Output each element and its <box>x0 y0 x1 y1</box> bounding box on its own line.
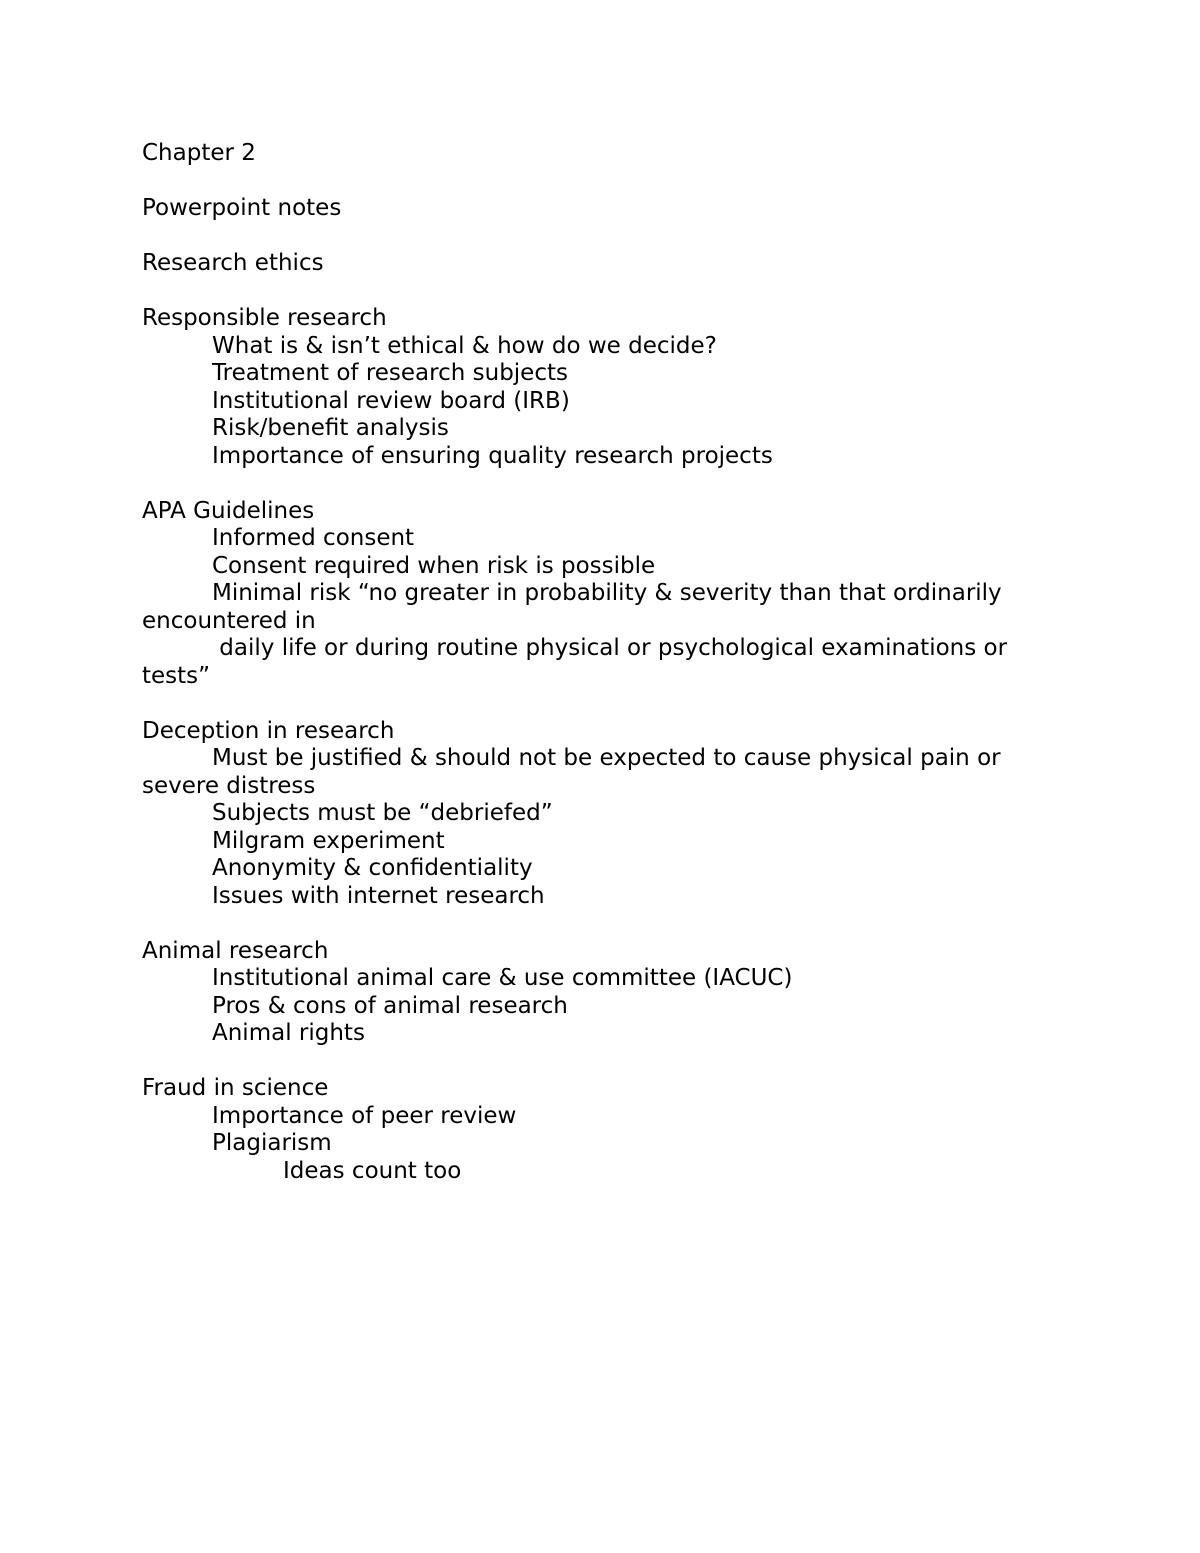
document-body <box>142 140 1042 1185</box>
blank-line <box>142 910 1042 938</box>
list-item: Minimal risk “no greater in probability & severity than that ordinarily <box>212 580 1002 606</box>
list-item: Importance of peer review <box>212 1102 517 1129</box>
section-heading: Animal research <box>142 937 329 964</box>
list-item: Institutional animal care & use committee (IACUC) <box>212 965 793 991</box>
list-item-continuation: tests” <box>142 662 211 689</box>
list-item-continuation: daily life or during routine physical or psychological examinations or <box>212 635 1008 661</box>
section-heading: Fraud in science <box>142 1075 329 1101</box>
list-item: Pros & cons of animal research <box>212 992 568 1019</box>
list-item: Animal rights <box>212 1020 365 1046</box>
list-item: Treatment of research subjects <box>212 360 568 386</box>
section-heading: Responsible research <box>142 305 387 331</box>
blank-line <box>142 690 1042 718</box>
list-item: Importance of ensuring quality research projects <box>212 442 773 469</box>
blank-line <box>142 470 1042 498</box>
document-title: Chapter 2 <box>142 140 256 166</box>
section-fraud-in-science <box>142 1075 1042 1185</box>
blank-line <box>142 278 1042 306</box>
blank-line <box>142 1048 1042 1076</box>
sub-list-item: Ideas count too <box>283 1157 462 1184</box>
list-item: Subjects must be “debriefed” <box>212 800 553 826</box>
list-item: Must be justified & should not be expected to cause physical pain or <box>212 745 1001 771</box>
section-heading: Deception in research <box>142 717 395 744</box>
list-item: Risk/benefit analysis <box>212 415 449 441</box>
document-topic: Research ethics <box>142 250 324 276</box>
blank-line <box>142 168 1042 196</box>
document-subtitle: Powerpoint notes <box>142 195 342 221</box>
section-heading: APA Guidelines <box>142 497 315 524</box>
section-responsible-research <box>142 305 1042 470</box>
list-item: Anonymity & confidentiality <box>212 855 533 881</box>
list-item: Institutional review board (IRB) <box>212 387 570 414</box>
list-item: Consent required when risk is possible <box>212 552 656 579</box>
section-animal-research <box>142 938 1042 1048</box>
blank-line <box>142 223 1042 251</box>
list-item: Milgram experiment <box>212 827 445 854</box>
list-item: Issues with internet research <box>212 882 545 909</box>
section-deception-in-research <box>142 718 1042 911</box>
section-apa-guidelines <box>142 498 1042 691</box>
list-item-continuation: severe distress <box>142 772 316 799</box>
list-item: What is & isn’t ethical & how do we decide? <box>212 332 717 359</box>
list-item: Plagiarism <box>212 1130 332 1156</box>
list-item-continuation: encountered in <box>142 607 316 634</box>
list-item: Informed consent <box>212 525 415 551</box>
